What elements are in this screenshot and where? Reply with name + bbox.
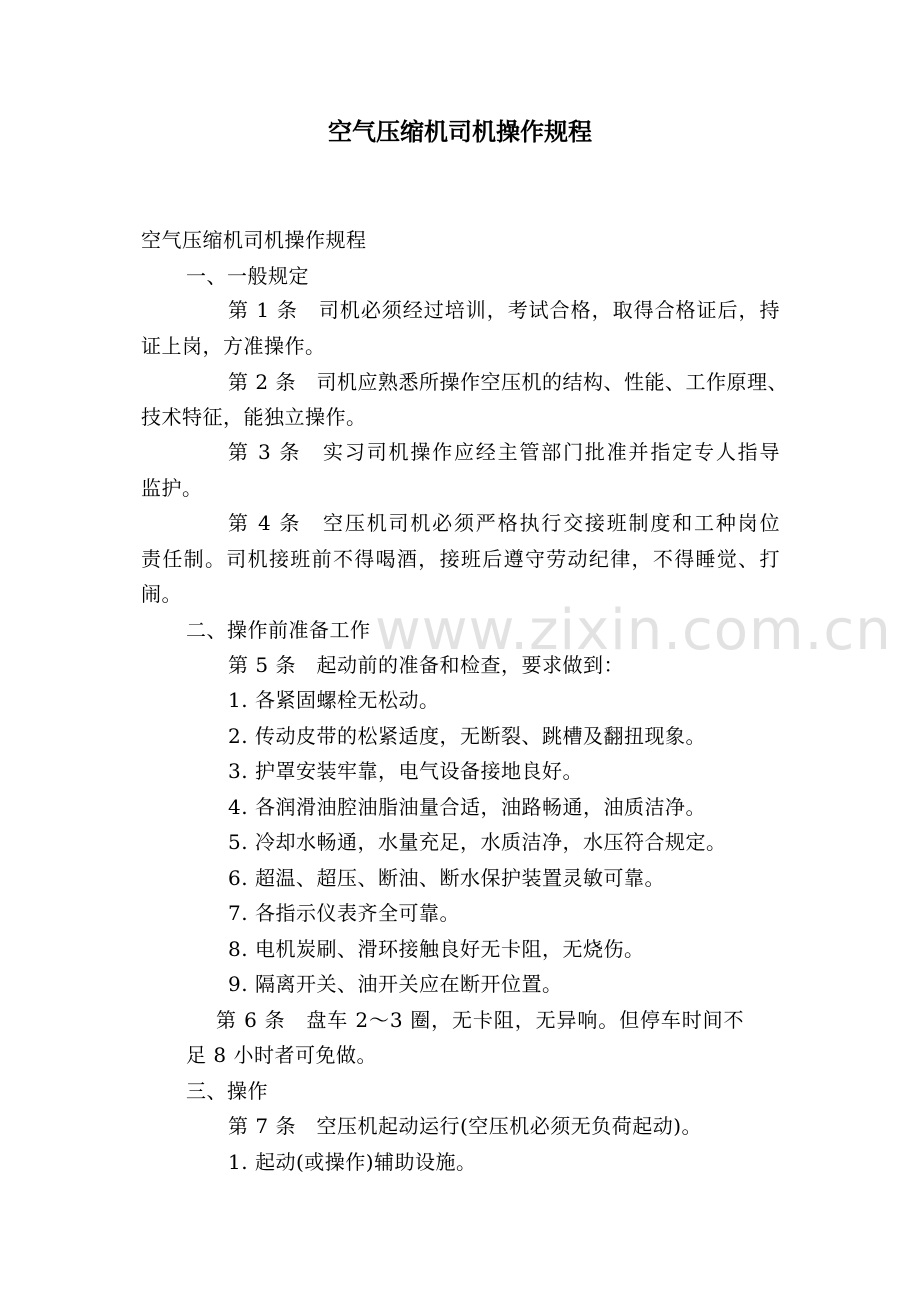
- article-line: 技术特征，能独立操作。: [141, 405, 367, 429]
- list-item: 2. 传动皮带的松紧适度，无断裂、跳槽及翻扭现象。: [228, 724, 706, 748]
- list-item: 6. 超温、超压、断油、断水保护装置灵敏可靠。: [228, 866, 665, 890]
- list-item: 1. 各紧固螺栓无松动。: [228, 688, 440, 712]
- article-line: 第 7 条 空压机起动运行(空压机必须无负荷起动)。: [228, 1114, 703, 1138]
- article-line: 第 5 条 起动前的准备和检查，要求做到：: [228, 653, 624, 677]
- article-line: 足 8 小时者可免做。: [186, 1043, 377, 1067]
- list-item: 9. 隔离开关、油开关应在断开位置。: [228, 972, 563, 996]
- subtitle-line: 空气压缩机司机操作规程: [141, 228, 367, 252]
- article-line: 证上岗，方准操作。: [141, 334, 326, 358]
- article-line: 第 3 条 实习司机操作应经主管部门批准并指定专人指导: [228, 440, 780, 464]
- article-line: 闹。: [141, 582, 182, 606]
- article-line: 责任制。司机接班前不得喝酒，接班后遵守劳动纪律，不得睡觉、打: [141, 547, 780, 571]
- watermark: www.zixin.com.cn: [375, 598, 892, 663]
- list-item: 5. 冷却水畅通，水量充足，水质洁净，水压符合规定。: [228, 830, 727, 854]
- section-heading: 三、操作: [186, 1079, 268, 1103]
- list-item: 7. 各指示仪表齐全可靠。: [228, 901, 460, 925]
- list-item: 3. 护罩安装牢靠，电气设备接地良好。: [228, 759, 583, 783]
- article-line: 第 1 条 司机必须经过培训，考试合格，取得合格证后，持: [228, 298, 780, 322]
- article-line: 第 2 条 司机应熟悉所操作空压机的结构、性能、工作原理、: [228, 370, 788, 394]
- article-line: 第 4 条 空压机司机必须严格执行交接班制度和工种岗位: [228, 511, 780, 535]
- article-line: 第 6 条 盘车 2～3 圈，无卡阻，无异响。但停车时间不: [216, 1008, 744, 1032]
- list-item: 4. 各润滑油腔油脂油量合适，油路畅通，油质洁净。: [228, 795, 706, 819]
- list-item: 8. 电机炭刷、滑环接触良好无卡阻，无烧伤。: [228, 937, 645, 961]
- list-item: 1. 起动(或操作)辅助设施。: [228, 1150, 477, 1174]
- section-heading: 一、一般规定: [186, 264, 309, 288]
- article-line: 监护。: [141, 476, 203, 500]
- section-heading: 二、操作前准备工作: [186, 618, 371, 642]
- document-title: 空气压缩机司机操作规程: [328, 118, 592, 146]
